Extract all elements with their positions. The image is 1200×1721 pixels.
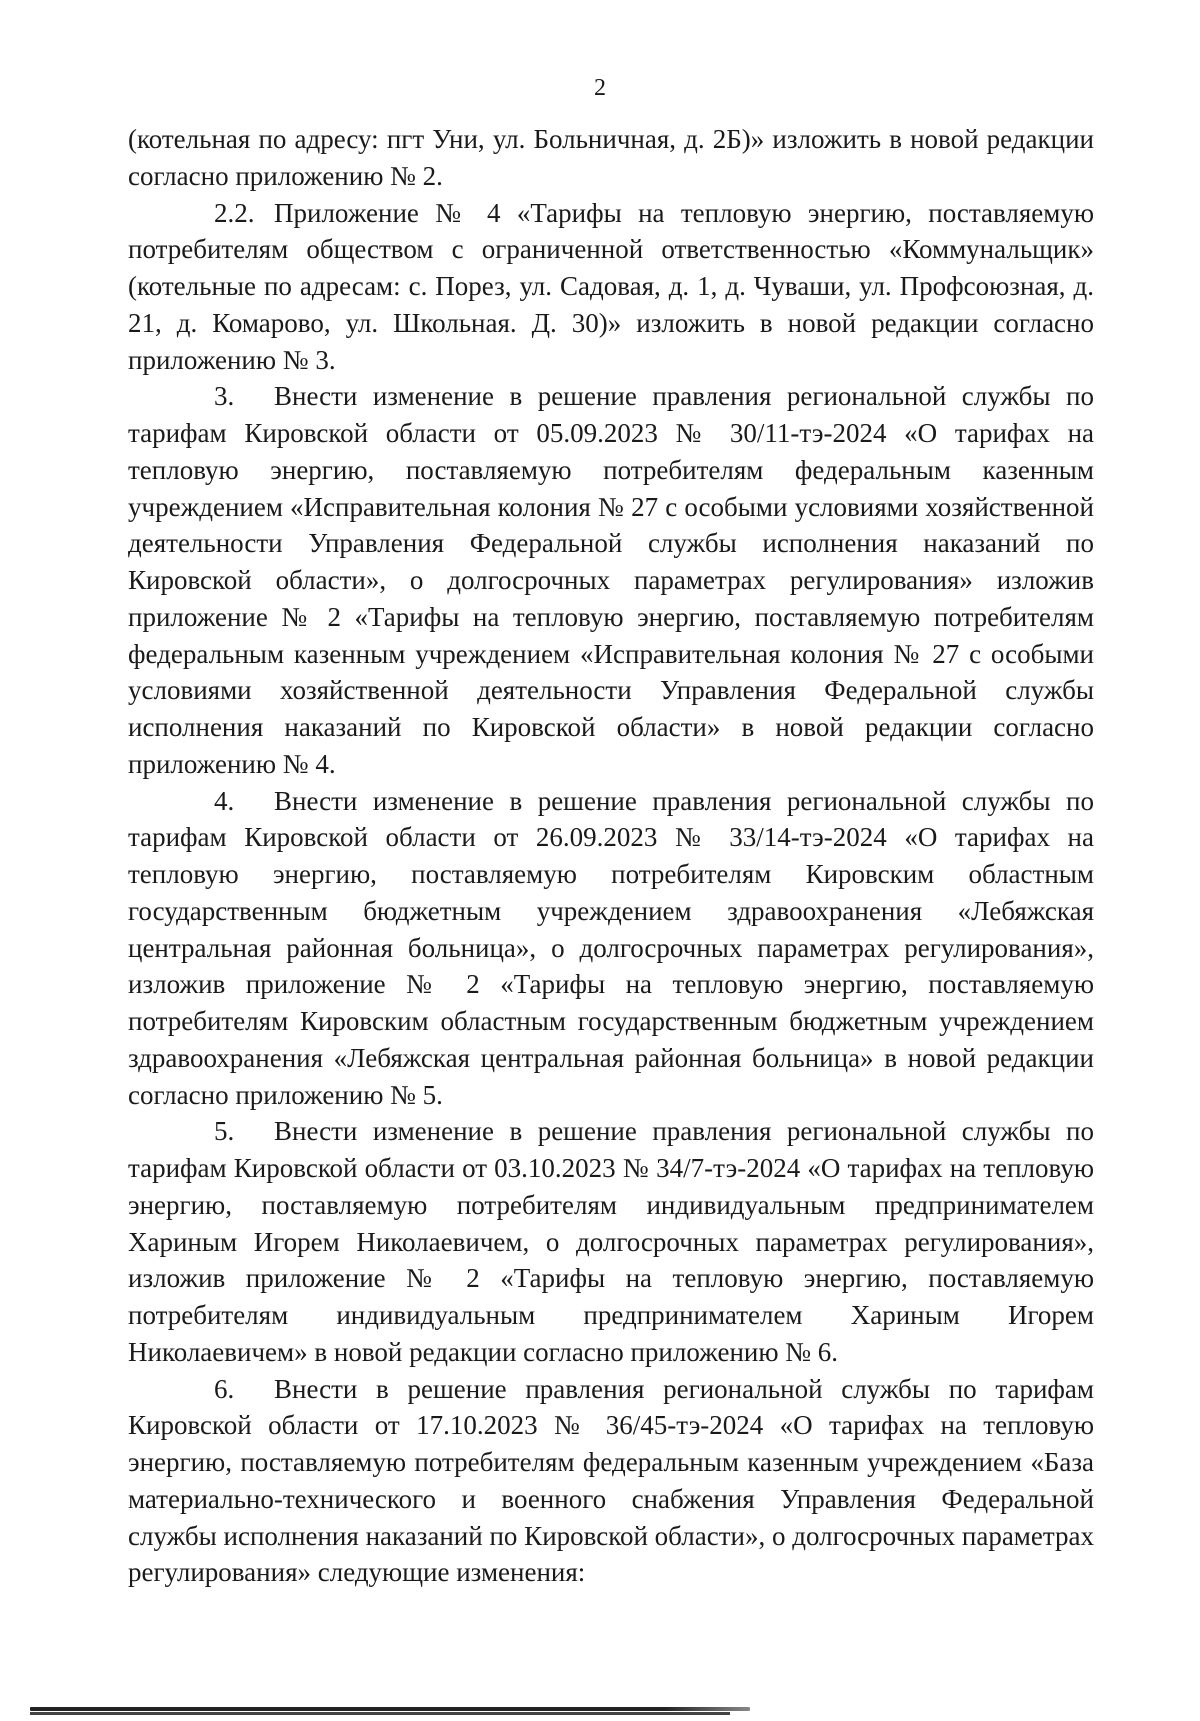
document-body — [128, 121, 1094, 1591]
paragraph-4 — [128, 783, 1094, 1114]
paragraph-text: Внести изменение в решение правления региональной службы по тарифам Кировской области от 05.09.2023 № 30/11-тэ-2024 «О тарифах на тепловую энергию, поставляемую потребителям федеральным казенным учреждением «Исправительная колония № 27 с особыми условиями хозяйственной деятельности Управления Федеральной службы исполнения наказаний по Кировской области», о долгосрочных параметрах регулирования» изложив приложение № 2 «Тарифы на тепловую энергию, поставляемую потребителям федеральным казенным учреждением «Исправительная колония № 27 с особыми условиями хозяйственной деятельности Управления Федеральной службы исполнения наказаний по Кировской области» в новой редакции согласно приложению № 4. — [128, 381, 1094, 779]
paragraph-text: Внести изменение в решение правления региональной службы по тарифам Кировской области от 26.09.2023 № 33/14-тэ-2024 «О тарифах на тепловую энергию, поставляемую потребителям Кировским областным государственным бюджетным учреждением здравоохранения «Лебяжская центральная районная больница», о долгосрочных параметрах регулирования», изложив приложение № 2 «Тарифы на тепловую энергию, поставляемую потребителям Кировским областным государственным бюджетным учреждением здравоохранения «Лебяжская центральная районная больница» в новой редакции согласно приложению № 5. — [128, 785, 1094, 1110]
footer-divider — [30, 1707, 750, 1711]
paragraph-number: 3. — [214, 381, 235, 412]
paragraph-2-2 — [128, 195, 1094, 379]
paragraph-number: 2.2. — [214, 197, 255, 228]
footer-divider-shadow — [30, 1712, 730, 1715]
paragraph-number: 6. — [214, 1373, 235, 1404]
paragraph-text: Приложение № 4 «Тарифы на тепловую энергию, поставляемую потребителям обществом с ограниченной ответственностью «Коммунальщик» (котельные по адресам: с. Порез, ул. Садовая, д. 1, д. Чуваши, ул. Профсоюзная, д. 21, д. Комарово, ул. Школьная. Д. 30)» изложить в новой редакции согласно приложению № 3. — [128, 197, 1094, 375]
paragraph-6 — [128, 1371, 1094, 1592]
paragraph-number: 5. — [214, 1116, 235, 1147]
paragraph-text: Внести в решение правления региональной службы по тарифам Кировской области от 17.10.2023 № 36/45-тэ-2024 «О тарифах на тепловую энергию, поставляемую потребителям федеральным казенным учреждением «База материально-технического и военного снабжения Управления Федеральной службы исполнения наказаний по Кировской области», о долгосрочных параметрах регулирования» следующие изменения: — [128, 1373, 1094, 1588]
paragraph-5 — [128, 1113, 1094, 1370]
paragraph-continuation — [128, 121, 1094, 195]
paragraph-3 — [128, 378, 1094, 782]
paragraph-text: (котельная по адресу: пгт Уни, ул. Больничная, д. 2Б)» изложить в новой редакции согласно приложению № 2. — [128, 124, 1094, 191]
page-number: 2 — [594, 75, 606, 101]
paragraph-text: Внести изменение в решение правления региональной службы по тарифам Кировской области от 03.10.2023 № 34/7-тэ-2024 «О тарифах на тепловую энергию, поставляемую потребителям индивидуальным предпринимателем Хариным Игорем Николаевичем, о долгосрочных параметрах регулирования», изложив приложение № 2 «Тарифы на тепловую энергию, поставляемую потребителям индивидуальным предпринимателем Хариным Игорем Николаевичем» в новой редакции согласно приложению № 6. — [128, 1116, 1094, 1367]
paragraph-number: 4. — [214, 785, 235, 816]
